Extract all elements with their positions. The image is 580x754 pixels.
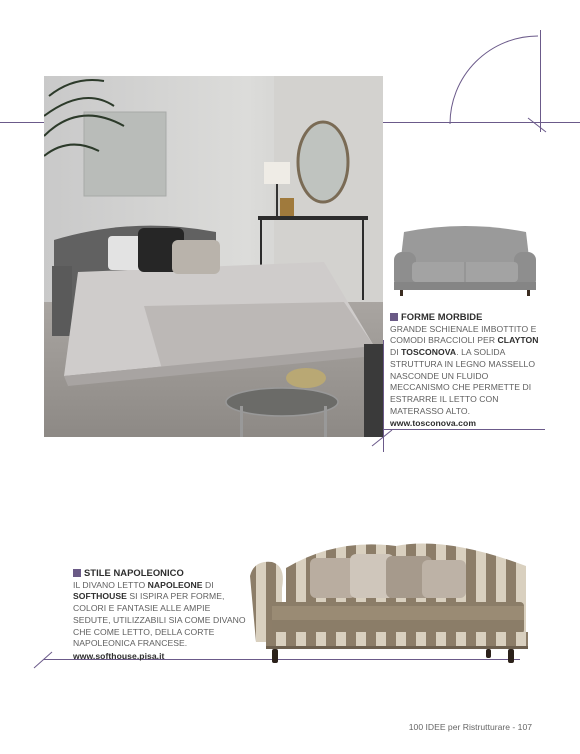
brand-name: TOSCONOVA bbox=[401, 347, 457, 358]
caption-forme-morbide bbox=[390, 311, 540, 430]
page-folio: 100 IDEE per Ristrutturare - 107 bbox=[408, 722, 532, 732]
caption-body: IL DIVANO LETTO NAPOLEONE DI SOFTHOUSE SI ISPIRA PER FORME, COLORI E FANTASIE ALLE AMPIE SEDUTE, UTILIZZABILI SIA COME DIVANO CHE COME LETTO, DELLA CORTE NAPOLEONICA FRANCESE. bbox=[73, 579, 246, 649]
caption-body: GRANDE SCHIENALE IMBOTTITO E COMODI BRACCIOLI PER CLAYTON DI TOSCONOVA. LA SOLIDA STRUTTURA IN LEGNO MASSELLO NASCONDE UN FLUIDO MECCANISMO CHE PERMETTE DI ESTRARRE IL LETTO CON MATERASSO ALTO. bbox=[390, 323, 539, 416]
caption-title: STILE NAPOLEONICO bbox=[73, 567, 248, 579]
clayton-sofa-thumbnail bbox=[390, 222, 540, 300]
square-bullet-icon bbox=[390, 313, 398, 321]
product-name: NAPOLEONE bbox=[147, 579, 203, 590]
caption-title: FORME MORBIDE bbox=[390, 311, 540, 323]
website-link[interactable]: www.softhouse.pisa.it bbox=[73, 650, 165, 661]
bedroom-sofabed-photo bbox=[44, 76, 383, 437]
caption-stile-napoleonico bbox=[73, 567, 248, 663]
square-bullet-icon bbox=[73, 569, 81, 577]
website-link[interactable]: www.tosconova.com bbox=[390, 418, 477, 429]
brand-name: SOFTHOUSE bbox=[73, 591, 127, 602]
napoleone-sofabed-photo bbox=[246, 532, 530, 682]
product-name: CLAYTON bbox=[497, 335, 539, 346]
